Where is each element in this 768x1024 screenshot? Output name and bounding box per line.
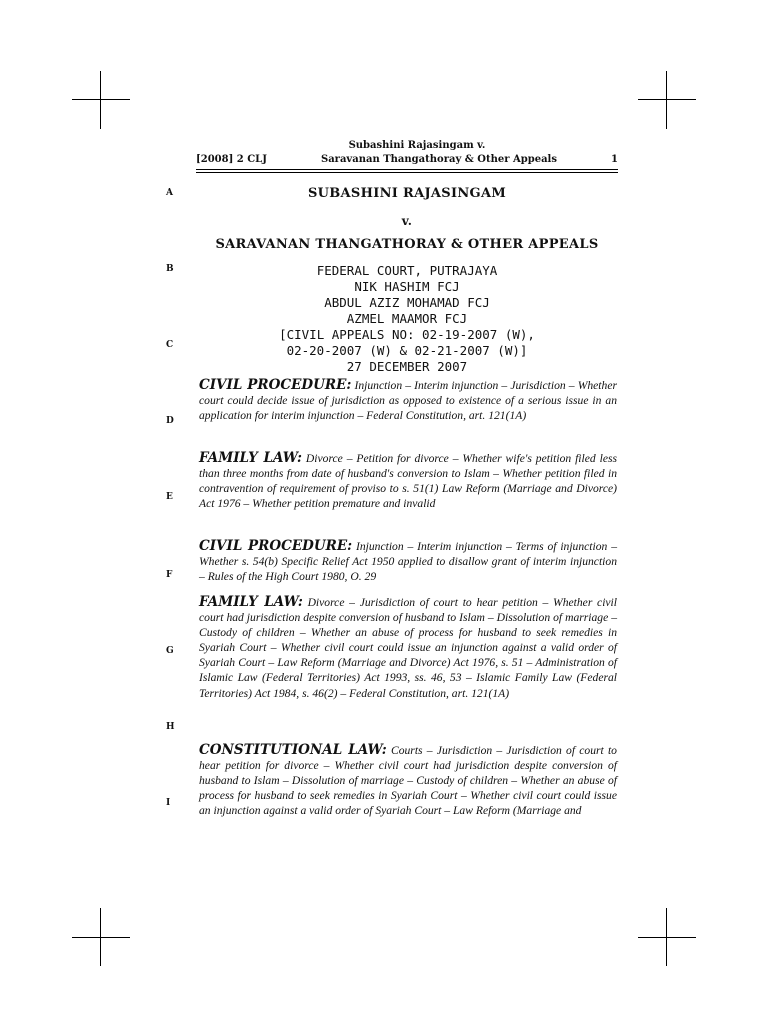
margin-letter-i: I xyxy=(166,798,171,808)
header-case-title-2: Saravanan Thangathoray & Other Appeals xyxy=(320,154,557,165)
judgment-date: 27 DECEMBER 2007 xyxy=(346,359,468,374)
header-rule xyxy=(196,169,618,170)
catchword-text: Courts – Jurisdiction – Jurisdiction of court to hear petition for divorce – Whether civil court had jurisdiction despite conversion of husband to Islam – Dissolution of marriage – Custody of children – Whether an abuse of process for husband to seek remedies in Syariah Court – Whether civil court could issue an injunction against a valid order of Syariah Court – Law Reform (Marriage and xyxy=(199,744,617,818)
header-case-title: Subashini Rajasingam v. xyxy=(348,140,486,151)
catchword-2 xyxy=(199,451,617,511)
running-header xyxy=(196,140,618,173)
margin-letter-f: F xyxy=(166,570,173,580)
case-appellant: SUBASHINI RAJASINGAM xyxy=(307,186,507,201)
margin-letter-h: H xyxy=(166,722,175,732)
appeal-numbers-2: 02-20-2007 (W) & 02-21-2007 (W)] xyxy=(286,343,528,358)
margin-letter-a: A xyxy=(166,188,173,198)
case-versus: v. xyxy=(401,214,413,228)
catchword-5 xyxy=(199,743,617,818)
catchword-keyword: CIVIL PROCEDURE: xyxy=(199,377,352,393)
margin-letter-g: G xyxy=(166,646,174,656)
appeal-numbers-1: [CIVIL APPEALS NO: 02-19-2007 (W), xyxy=(279,327,535,342)
catchword-keyword: FAMILY LAW: xyxy=(199,594,303,610)
court-name: FEDERAL COURT, PUTRAJAYA xyxy=(316,263,498,278)
catchword-1 xyxy=(199,378,617,423)
catchword-keyword: FAMILY LAW: xyxy=(199,450,303,466)
judge-3: AZMEL MAAMOR FCJ xyxy=(346,311,468,326)
court-info xyxy=(196,263,618,375)
judge-1: NIK HASHIM FCJ xyxy=(354,279,460,294)
margin-letter-d: D xyxy=(166,416,174,426)
catchword-4 xyxy=(199,595,617,701)
page-number: 1 xyxy=(611,154,618,165)
catchword-keyword: CONSTITUTIONAL LAW: xyxy=(199,742,387,758)
catchword-text: Divorce – Jurisdiction of court to hear petition – Whether civil court had jurisdiction despite conversion of husband to Islam – Dissolution of marriage – Custody of children – Whether an abuse of process for husband to seek remedies in Syariah Court – Whether civil court could issue an injunction against a valid order of Syariah Court – Law Reform (Marriage and Divorce) Act 1976, s. 51 – Administration of Islamic Law (Federal Territories) Act 1993, ss. 46, 53 – Islamic Family Law (Federal Territories) Act 1984, s. 46(2) – Federal Constitution, art. 121(1A) xyxy=(199,596,618,700)
catchword-3 xyxy=(199,539,617,584)
catchword-text: Injunction – Interim injunction – Terms of injunction – Whether s. 54(b) Specific Relief Act 1950 applied to disallow grant of interim injunction – Rules of the High Court 1980, O. 29 xyxy=(199,540,617,584)
catchword-text: Divorce – Petition for divorce – Whether wife's petition filed less than three months from date of husband's conversion to Islam – Whether petition filed in contravention of requirement of proviso to s. 51(1) Law Reform (Marriage and Divorce) Act 1976 – Whether petition premature and invalid xyxy=(199,452,617,511)
catchword-text: Injunction – Interim injunction – Jurisdiction – Whether court could decide issue of jurisdiction as opposed to existence of a serious issue in an application for interim injunction – Federal Constitution, art. 121(1A) xyxy=(199,379,617,423)
margin-letter-c: C xyxy=(166,340,174,350)
header-citation: [2008] 2 CLJ xyxy=(196,154,267,165)
header-rule-thin xyxy=(196,172,618,173)
judge-2: ABDUL AZIZ MOHAMAD FCJ xyxy=(324,295,490,310)
margin-letter-e: E xyxy=(166,492,173,502)
margin-letter-b: B xyxy=(166,264,174,274)
case-respondent: SARAVANAN THANGATHORAY & OTHER APPEALS xyxy=(215,237,599,252)
catchword-keyword: CIVIL PROCEDURE: xyxy=(199,538,353,554)
